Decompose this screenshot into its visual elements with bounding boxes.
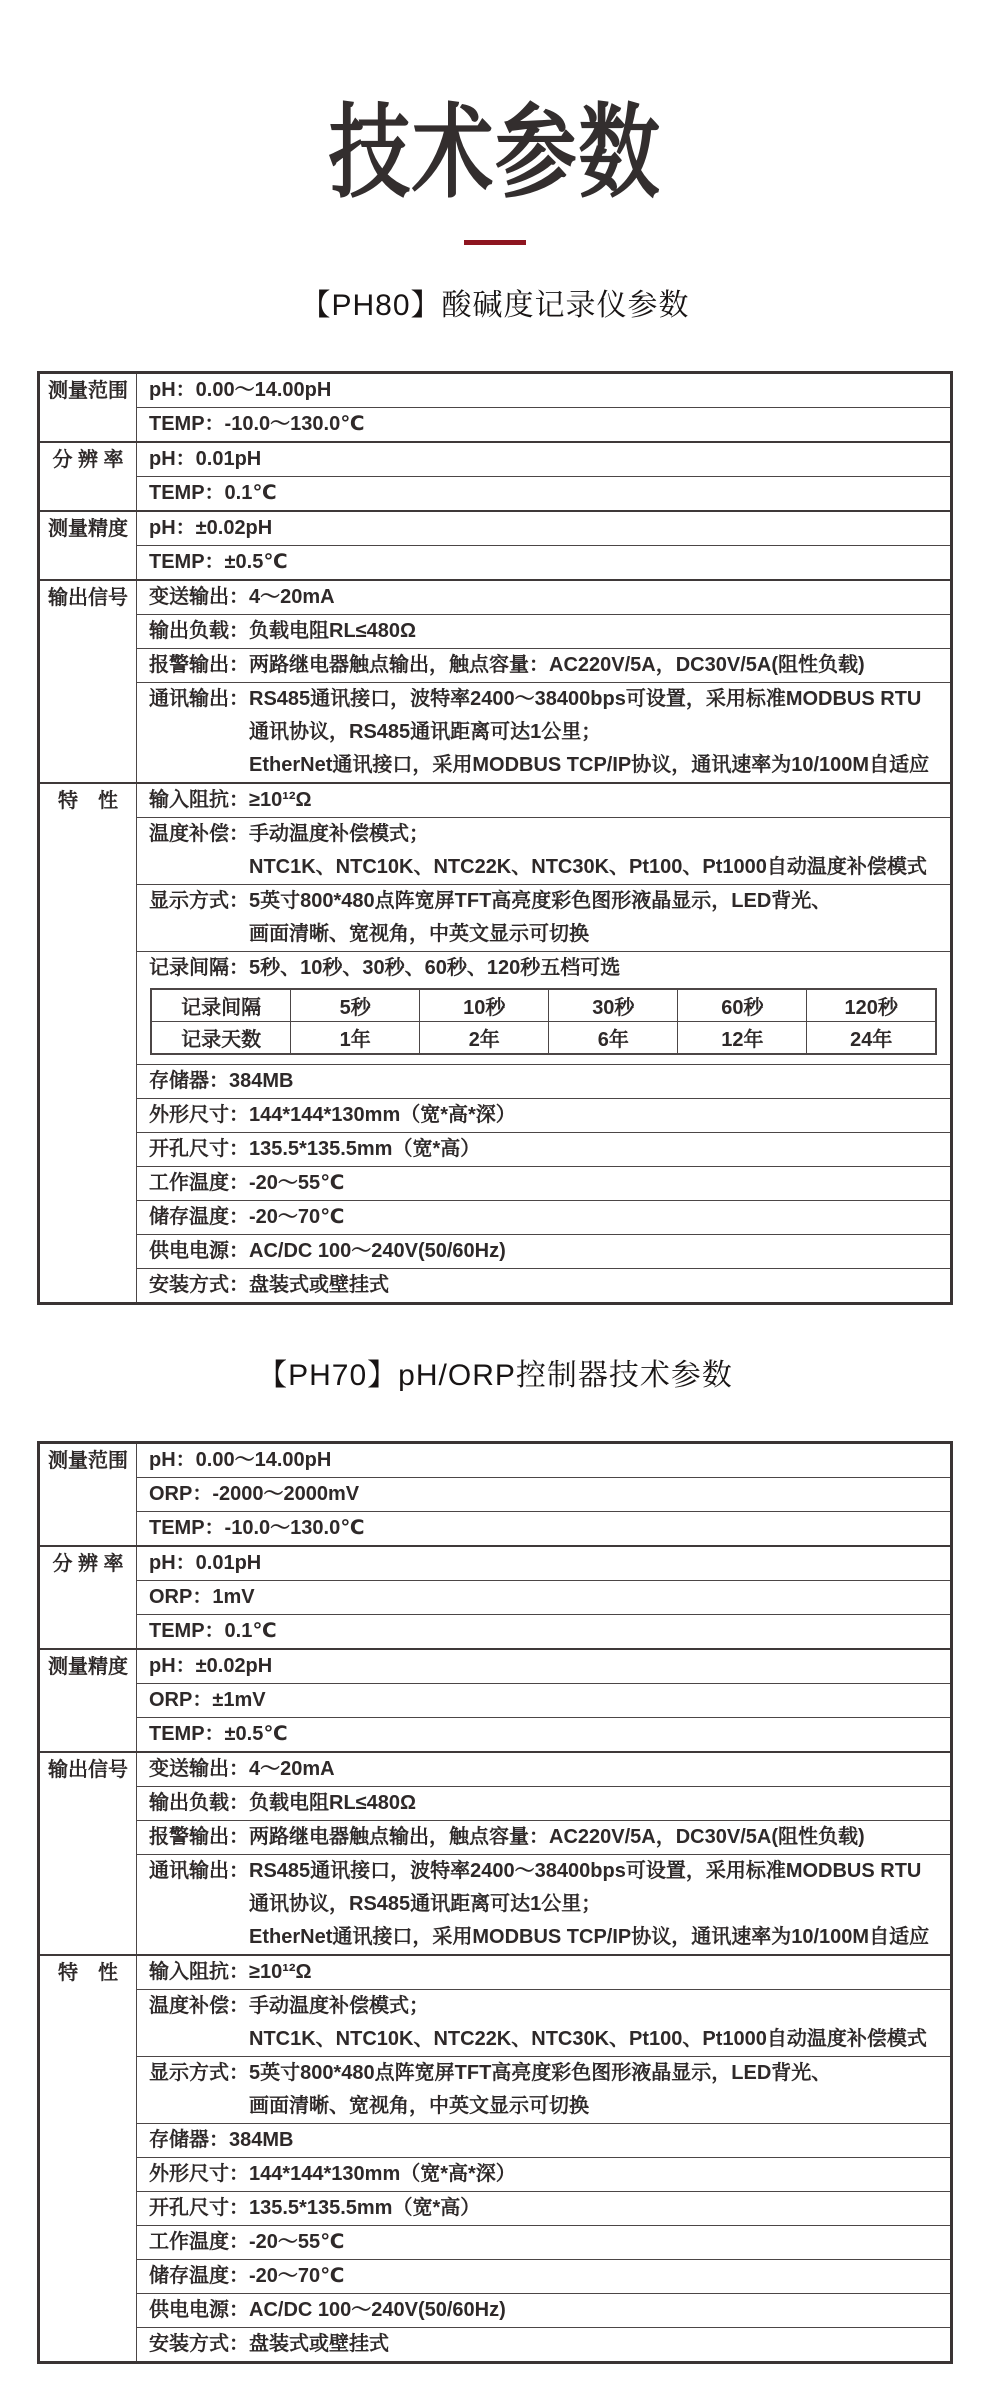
spec-row (39, 1955, 952, 1990)
record-table-row (151, 1022, 936, 1055)
spec-row (39, 442, 952, 477)
spec-group-label: 特 性 (39, 1955, 137, 2363)
spec-value-cell (137, 649, 952, 683)
spec-line: TEMP：-10.0～130.0℃ (149, 413, 365, 436)
spec-line: 通讯输出：RS485通讯接口，波特率2400～38400bps可设置，采用标准MODBUS RTU (149, 1860, 922, 1883)
spec-value-cell (137, 1990, 952, 2057)
spec-row (39, 1269, 952, 1304)
spec-value-cell (137, 1752, 952, 1787)
spec-value-cell (137, 1718, 952, 1753)
record-table-cell: 6年 (549, 1022, 678, 1055)
spec-row (39, 783, 952, 818)
record-interval-table-body (151, 989, 936, 1054)
spec-row (39, 1855, 952, 1956)
spec-line: 开孔尺寸：135.5*135.5mm（宽*高） (149, 2197, 481, 2220)
spec-group-label: 测量精度 (39, 1649, 137, 1752)
spec-value-cell (137, 408, 952, 443)
spec-line: 通讯协议，RS485通讯距离可达1公里； (249, 721, 602, 744)
spec-row (39, 2124, 952, 2158)
spec-value-cell (137, 442, 952, 477)
record-table-cell: 12年 (678, 1022, 807, 1055)
spec-line: TEMP：-10.0～130.0℃ (149, 1517, 365, 1540)
spec-value-cell (137, 1581, 952, 1615)
spec-line: 供电电源：AC/DC 100～240V(50/60Hz) (149, 2299, 506, 2322)
section-ph80 (0, 285, 990, 1305)
ph70-section-heading: 【PH70】pH/ORP控制器技术参数 (257, 1359, 733, 1393)
spec-value-cell (137, 818, 952, 885)
spec-sheet-page (0, 96, 990, 2364)
spec-value-cell (137, 1478, 952, 1512)
spec-line: 输入阻抗：≥10¹²Ω (149, 789, 312, 812)
spec-value-cell (137, 783, 952, 818)
spec-line: 存储器：384MB (149, 1070, 294, 1093)
spec-value-cell (137, 1099, 952, 1133)
page-title: 技术参数 (328, 96, 662, 210)
record-table-cell: 24年 (807, 1022, 936, 1055)
spec-value-cell (137, 952, 952, 1065)
spec-value-cell (137, 683, 952, 784)
spec-row (39, 477, 952, 512)
spec-line: 输入阻抗：≥10¹²Ω (149, 1961, 312, 1984)
ph80-section-heading: 【PH80】酸碱度记录仪参数 (300, 289, 690, 323)
spec-row (39, 1478, 952, 1512)
spec-line: 变送输出：4～20mA (149, 586, 335, 609)
spec-row (39, 683, 952, 784)
record-table-header-cell: 记录天数 (151, 1022, 291, 1055)
spec-line: ORP：-2000～2000mV (149, 1483, 360, 1506)
spec-group-label: 输出信号 (39, 1752, 137, 1955)
spec-line: 温度补偿：手动温度补偿模式； (149, 1995, 429, 2018)
ph80-spec-table (37, 371, 953, 1305)
spec-row (39, 1443, 952, 1478)
spec-line: 工作温度：-20～55℃ (149, 2231, 345, 2254)
spec-group-label: 测量范围 (39, 1443, 137, 1547)
spec-value-cell (137, 2328, 952, 2363)
spec-value-cell (137, 546, 952, 581)
ph70-spec-table (37, 1441, 953, 2364)
record-table-row (151, 989, 936, 1022)
spec-line: 储存温度：-20～70℃ (149, 1206, 345, 1229)
spec-row (39, 1512, 952, 1547)
spec-row (39, 649, 952, 683)
spec-line: TEMP：0.1℃ (149, 1620, 277, 1643)
spec-value-cell (137, 1955, 952, 1990)
spec-value-cell (137, 373, 952, 408)
spec-row (39, 1649, 952, 1684)
spec-line: EtherNet通讯接口，采用MODBUS TCP/IP协议，通讯速率为10/100M自适应 (249, 754, 930, 777)
spec-row (39, 1065, 952, 1099)
title-underline (464, 240, 526, 245)
spec-row (39, 1821, 952, 1855)
spec-row (39, 1684, 952, 1718)
spec-line: 报警输出：两路继电器触点输出，触点容量：AC220V/5A，DC30V/5A(阻性负载) (149, 654, 865, 677)
spec-line: 输出负载：负载电阻RL≤480Ω (149, 620, 417, 643)
spec-value-cell (137, 1684, 952, 1718)
spec-line: 记录间隔：5秒、10秒、30秒、60秒、120秒五档可选 (149, 957, 621, 980)
spec-value-cell (137, 2057, 952, 2124)
spec-group-label: 分 辨 率 (39, 1546, 137, 1649)
spec-value-cell (137, 1855, 952, 1956)
spec-line: pH：0.01pH (149, 448, 262, 471)
spec-row (39, 546, 952, 581)
spec-line: 供电电源：AC/DC 100～240V(50/60Hz) (149, 1240, 506, 1263)
spec-line: 安装方式：盘装式或壁挂式 (149, 2333, 389, 2356)
spec-value-cell (137, 1443, 952, 1478)
spec-value-cell (137, 2158, 952, 2192)
record-table-cell: 1年 (291, 1022, 420, 1055)
spec-value-cell (137, 1065, 952, 1099)
record-table-cell: 2年 (420, 1022, 549, 1055)
spec-group-label: 特 性 (39, 783, 137, 1304)
spec-line: 报警输出：两路继电器触点输出，触点容量：AC220V/5A，DC30V/5A(阻性负载) (149, 1826, 865, 1849)
spec-row (39, 818, 952, 885)
spec-line: pH：0.01pH (149, 1552, 262, 1575)
spec-value-cell (137, 1133, 952, 1167)
spec-value-cell (137, 2260, 952, 2294)
spec-row (39, 1615, 952, 1650)
spec-line: 显示方式：5英寸800*480点阵宽屏TFT高亮度彩色图形液晶显示，LED背光、 (149, 890, 832, 913)
spec-row (39, 2158, 952, 2192)
spec-value-cell (137, 1201, 952, 1235)
spec-row (39, 2328, 952, 2363)
spec-row (39, 2057, 952, 2124)
record-interval-table (150, 988, 937, 1055)
spec-row (39, 885, 952, 952)
spec-line: 安装方式：盘装式或壁挂式 (149, 1274, 389, 1297)
spec-line: 画面清晰、宽视角，中英文显示可切换 (249, 923, 589, 946)
spec-line: 画面清晰、宽视角，中英文显示可切换 (249, 2095, 589, 2118)
spec-line: pH：0.00～14.00pH (149, 379, 332, 402)
spec-value-cell (137, 1649, 952, 1684)
spec-value-cell (137, 477, 952, 512)
spec-line: 外形尺寸：144*144*130mm（宽*高*深） (149, 2163, 516, 2186)
spec-line: 通讯输出：RS485通讯接口，波特率2400～38400bps可设置，采用标准MODBUS RTU (149, 688, 922, 711)
spec-row (39, 1581, 952, 1615)
spec-row (39, 1167, 952, 1201)
spec-line: 温度补偿：手动温度补偿模式； (149, 823, 429, 846)
spec-row (39, 2260, 952, 2294)
spec-line: 变送输出：4～20mA (149, 1758, 335, 1781)
spec-row (39, 2192, 952, 2226)
spec-line: 工作温度：-20～55℃ (149, 1172, 345, 1195)
spec-line: pH：±0.02pH (149, 517, 273, 540)
spec-group-label: 测量范围 (39, 373, 137, 443)
spec-row (39, 1133, 952, 1167)
spec-line: 存储器：384MB (149, 2129, 294, 2152)
record-table-cell: 30秒 (549, 989, 678, 1022)
spec-value-cell (137, 2226, 952, 2260)
spec-line: 输出负载：负载电阻RL≤480Ω (149, 1792, 417, 1815)
spec-row (39, 373, 952, 408)
spec-line: ORP：1mV (149, 1586, 255, 1609)
section-ph70 (0, 1355, 990, 2364)
spec-group-label: 分 辨 率 (39, 442, 137, 511)
spec-line: EtherNet通讯接口，采用MODBUS TCP/IP协议，通讯速率为10/100M自适应 (249, 1926, 930, 1949)
spec-line: ORP：±1mV (149, 1689, 266, 1712)
spec-line: 通讯协议，RS485通讯距离可达1公里； (249, 1893, 602, 1916)
spec-value-cell (137, 1787, 952, 1821)
spec-group-label: 测量精度 (39, 511, 137, 580)
spec-row (39, 1546, 952, 1581)
spec-row (39, 408, 952, 443)
spec-value-cell (137, 2192, 952, 2226)
spec-row (39, 2226, 952, 2260)
spec-row (39, 580, 952, 615)
spec-row (39, 1718, 952, 1753)
spec-group-label: 输出信号 (39, 580, 137, 783)
spec-value-cell (137, 615, 952, 649)
record-table-cell: 120秒 (807, 989, 936, 1022)
spec-line: pH：0.00～14.00pH (149, 1449, 332, 1472)
spec-value-cell (137, 1615, 952, 1650)
spec-row (39, 952, 952, 1065)
spec-value-cell (137, 1235, 952, 1269)
spec-value-cell (137, 511, 952, 546)
spec-value-cell (137, 2124, 952, 2158)
record-table-cell: 5秒 (291, 989, 420, 1022)
spec-line: 外形尺寸：144*144*130mm（宽*高*深） (149, 1104, 516, 1127)
spec-line: pH：±0.02pH (149, 1655, 273, 1678)
spec-value-cell (137, 580, 952, 615)
spec-row (39, 1787, 952, 1821)
spec-value-cell (137, 1546, 952, 1581)
spec-value-cell (137, 1512, 952, 1547)
spec-row (39, 1235, 952, 1269)
spec-row (39, 1752, 952, 1787)
record-table-cell: 10秒 (420, 989, 549, 1022)
spec-row (39, 511, 952, 546)
spec-row (39, 1099, 952, 1133)
spec-line: 储存温度：-20～70℃ (149, 2265, 345, 2288)
spec-line: NTC1K、NTC10K、NTC22K、NTC30K、Pt100、Pt1000自动温度补偿模式 (249, 856, 927, 879)
spec-line: TEMP：±0.5℃ (149, 551, 288, 574)
spec-line: 开孔尺寸：135.5*135.5mm（宽*高） (149, 1138, 481, 1161)
spec-line: NTC1K、NTC10K、NTC22K、NTC30K、Pt100、Pt1000自动温度补偿模式 (249, 2028, 927, 2051)
spec-value-cell (137, 1269, 952, 1304)
spec-line: TEMP：0.1℃ (149, 482, 277, 505)
spec-value-cell (137, 1821, 952, 1855)
record-table-cell: 60秒 (678, 989, 807, 1022)
spec-row (39, 1990, 952, 2057)
spec-row (39, 615, 952, 649)
spec-line: TEMP：±0.5℃ (149, 1723, 288, 1746)
spec-row (39, 1201, 952, 1235)
spec-value-cell (137, 885, 952, 952)
record-table-header-cell: 记录间隔 (151, 989, 291, 1022)
spec-line: 显示方式：5英寸800*480点阵宽屏TFT高亮度彩色图形液晶显示，LED背光、 (149, 2062, 832, 2085)
spec-value-cell (137, 1167, 952, 1201)
